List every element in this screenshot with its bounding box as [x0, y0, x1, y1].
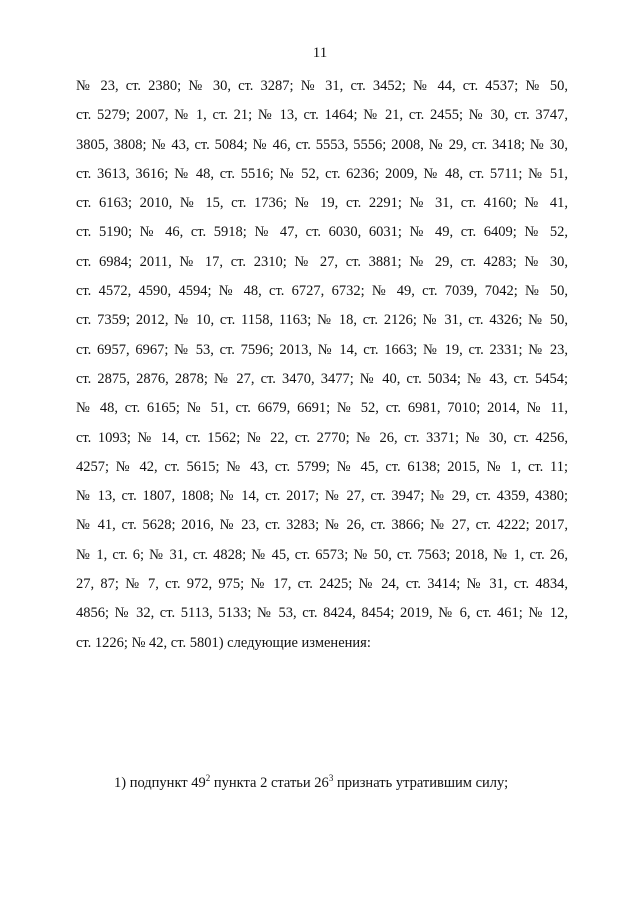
text-line: № 13, ст. 1807, 1808; № 14, ст. 2017; № 27, ст. 3947; № 29, ст. 4359, 4380; [76, 488, 568, 505]
page-number: 11 [312, 45, 328, 61]
text-line: № 1, ст. 6; № 31, ст. 4828; № 45, ст. 6573; № 50, ст. 7563; 2018, № 1, ст. 26, [76, 546, 568, 563]
text-line: № 41, ст. 5628; 2016, № 23, ст. 3283; № 26, ст. 3866; № 27, ст. 4222; 2017, [76, 517, 568, 534]
text-line: № 23, ст. 2380; № 30, ст. 3287; № 31, ст. 3452; № 44, ст. 4537; № 50, [76, 78, 568, 94]
text-line: ст. 6163; 2010, № 15, ст. 1736; № 19, ст. 2291; № 31, ст. 4160; № 41, [76, 195, 568, 212]
text-line: ст. 6957, 6967; № 53, ст. 7596; 2013, № 14, ст. 1663; № 19, ст. 2331; № 23, [76, 341, 568, 358]
item-suffix: признать утратившим силу; [333, 775, 509, 791]
item-middle: пункта 2 статьи 26 [210, 775, 329, 791]
text-line: ст. 1093; № 14, ст. 1562; № 22, ст. 2770; № 26, ст. 3371; № 30, ст. 4256, [76, 429, 568, 446]
text-line: ст. 4572, 4590, 4594; № 48, ст. 6727, 6732; № 49, ст. 7039, 7042; № 50, [76, 283, 568, 300]
item-prefix: 1) подпункт 49 [114, 775, 206, 791]
text-line-last: ст. 1226; № 42, ст. 5801) следующие изменения: [76, 634, 371, 651]
text-line: ст. 3613, 3616; № 48, ст. 5516; № 52, ст. 6236; 2009, № 48, ст. 5711; № 51, [76, 165, 568, 182]
text-line: ст. 5190; № 46, ст. 5918; № 47, ст. 6030, 6031; № 49, ст. 6409; № 52, [76, 224, 568, 241]
text-line: ст. 6984; 2011, № 17, ст. 2310; № 27, ст. 3881; № 29, ст. 4283; № 30, [76, 253, 568, 270]
text-line: ст. 2875, 2876, 2878; № 27, ст. 3470, 3477; № 40, ст. 5034; № 43, ст. 5454; [76, 370, 568, 387]
item-superscript-1: 2 [205, 773, 211, 783]
text-line: 27, 87; № 7, ст. 972, 975; № 17, ст. 2425; № 24, ст. 3414; № 31, ст. 4834, [76, 576, 568, 593]
text-line: 4856; № 32, ст. 5113, 5133; № 53, ст. 8424, 8454; 2019, № 6, ст. 461; № 12, [76, 605, 568, 622]
text-line: 4257; № 42, ст. 5615; № 43, ст. 5799; № 45, ст. 6138; 2015, № 1, ст. 11; [76, 458, 568, 475]
text-line: ст. 5279; 2007, № 1, ст. 21; № 13, ст. 1464; № 21, ст. 2455; № 30, ст. 3747, [76, 107, 568, 124]
body-text [76, 76, 568, 662]
list-item-1 [114, 773, 574, 793]
text-line: № 48, ст. 6165; № 51, ст. 6679, 6691; № 52, ст. 6981, 7010; 2014, № 11, [76, 400, 568, 417]
item-superscript-2: 3 [328, 773, 334, 783]
text-line: ст. 7359; 2012, № 10, ст. 1158, 1163; № 18, ст. 2126; № 31, ст. 4326; № 50, [76, 312, 568, 329]
text-line: 3805, 3808; № 43, ст. 5084; № 46, ст. 5553, 5556; 2008, № 29, ст. 3418; № 30, [76, 136, 568, 153]
